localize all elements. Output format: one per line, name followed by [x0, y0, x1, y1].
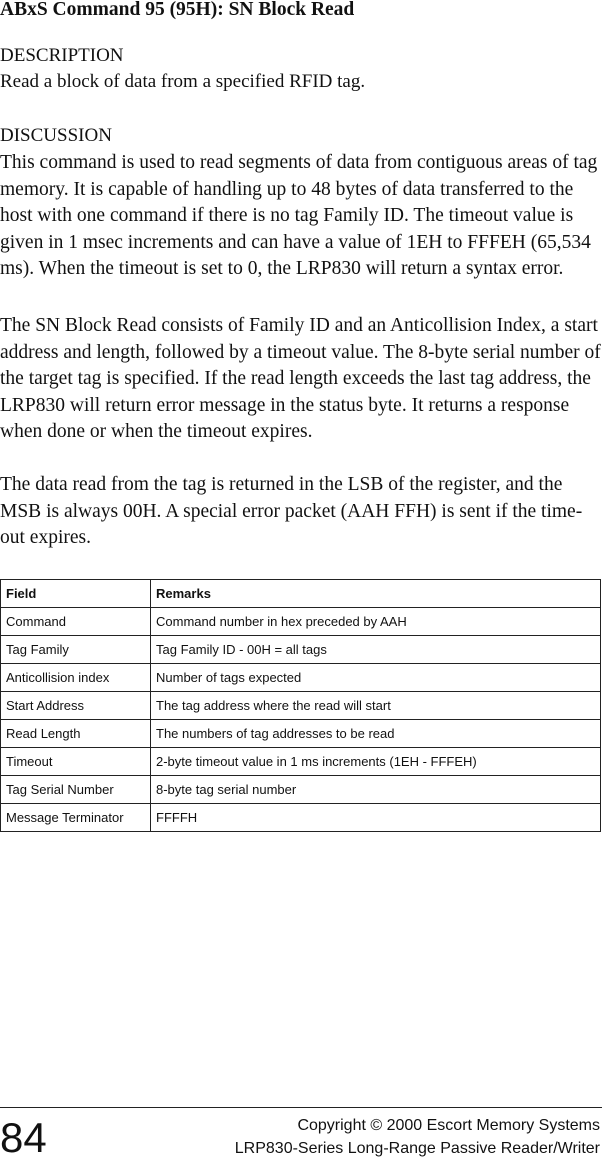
field-cell: Tag Serial Number — [1, 776, 151, 804]
discussion-paragraph-2 — [0, 313, 602, 446]
page-title: ABxS Command 95 (95H): SN Block Read — [0, 0, 355, 20]
remarks-cell: FFFFH — [151, 804, 601, 832]
remarks-cell: Command number in hex preceded by AAH — [151, 608, 601, 636]
table-row — [1, 636, 601, 664]
paragraph-line: MSB is always 00H. A special error packet (AAH FFH) is sent if the time- — [0, 500, 583, 522]
remarks-column-header: Remarks — [151, 580, 601, 608]
description-heading: DESCRIPTION — [0, 45, 124, 66]
paragraph-line: The data read from the tag is returned in the LSB of the register, and the — [0, 474, 563, 495]
description-text: Read a block of data from a specified RFID tag. — [0, 71, 366, 92]
paragraph-line: given in 1 msec increments and can have a value of 1EH to FFFEH (65,534 — [0, 231, 591, 253]
table-row — [1, 720, 601, 748]
copyright-notice: Copyright © 2000 Escort Memory Systems — [297, 1117, 600, 1134]
field-cell: Tag Family — [1, 636, 151, 664]
remarks-cell: 8-byte tag serial number — [151, 776, 601, 804]
paragraph-line: out expires. — [0, 527, 91, 549]
table-header-row — [1, 580, 601, 608]
table-row — [1, 692, 601, 720]
paragraph-line: the target tag is specified. If the read length exceeds the last tag address, the — [0, 368, 591, 390]
paragraph-line: LRP830 will return error message in the status byte. It returns a response — [0, 394, 570, 416]
table-row — [1, 608, 601, 636]
table-row — [1, 776, 601, 804]
field-cell: Command — [1, 608, 151, 636]
remarks-cell: The tag address where the read will start — [151, 692, 601, 720]
paragraph-line: This command is used to read segments of data from contiguous areas of tag — [0, 152, 598, 173]
remarks-cell: The numbers of tag addresses to be read — [151, 720, 601, 748]
field-cell: Message Terminator — [1, 804, 151, 832]
paragraph-line: when done or when the timeout expires. — [0, 421, 313, 443]
paragraph-line: address and length, followed by a timeout value. The 8-byte serial number of — [0, 341, 601, 363]
field-column-header: Field — [1, 580, 151, 608]
table-row — [1, 748, 601, 776]
field-cell: Start Address — [1, 692, 151, 720]
field-cell: Timeout — [1, 748, 151, 776]
paragraph-line: The SN Block Read consists of Family ID and an Anticollision Index, a start — [0, 315, 598, 336]
field-table — [0, 579, 601, 832]
remarks-cell: 2-byte timeout value in 1 ms increments (1EH - FFFEH) — [151, 748, 601, 776]
page-number: 84 — [0, 1114, 47, 1161]
paragraph-line: host with one command if there is no tag Family ID. The timeout value is — [0, 205, 574, 227]
table-row — [1, 804, 601, 832]
product-name: LRP830-Series Long-Range Passive Reader/Writer — [234, 1140, 600, 1157]
paragraph-line: memory. It is capable of handling up to 48 bytes of data transferred to the — [0, 178, 574, 200]
field-cell: Read Length — [1, 720, 151, 748]
paragraph-line: ms). When the timeout is set to 0, the LRP830 will return a syntax error. — [0, 258, 564, 280]
discussion-paragraph-3 — [0, 472, 602, 552]
table-row — [1, 664, 601, 692]
remarks-cell: Number of tags expected — [151, 664, 601, 692]
discussion-paragraph-1 — [0, 150, 602, 283]
discussion-heading: DISCUSSION — [0, 125, 112, 146]
remarks-cell: Tag Family ID - 00H = all tags — [151, 636, 601, 664]
field-cell: Anticollision index — [1, 664, 151, 692]
footer-divider — [0, 1107, 602, 1108]
